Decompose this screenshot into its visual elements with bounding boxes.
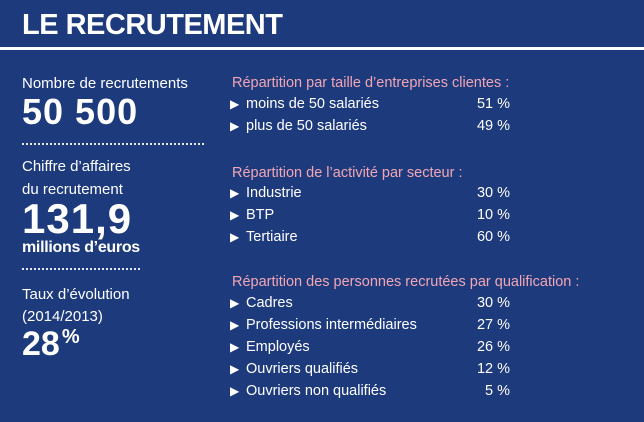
arrow-icon: ▶ bbox=[230, 296, 240, 310]
row-value: 49 % bbox=[476, 118, 510, 134]
section-heading-company-size: Répartition par taille d’entreprises clientes : bbox=[232, 75, 510, 91]
growth-label-line2: (2014/2013) bbox=[22, 308, 103, 325]
growth-percent-sign: % bbox=[61, 326, 80, 348]
growth-value bbox=[22, 327, 80, 361]
revenue-unit: millions d’euros bbox=[22, 239, 140, 256]
row-label: plus de 50 salariés bbox=[246, 118, 367, 134]
section-heading-qualification: Répartition des personnes recrutées par qualification : bbox=[232, 274, 580, 290]
row-value: 10 % bbox=[476, 207, 510, 223]
row-value: 30 % bbox=[476, 185, 510, 201]
row-value: 27 % bbox=[476, 317, 510, 333]
list-item bbox=[230, 116, 510, 136]
arrow-icon: ▶ bbox=[230, 186, 240, 200]
row-label: Employés bbox=[246, 339, 310, 355]
growth-number: 28 bbox=[22, 325, 60, 363]
list-item bbox=[230, 94, 510, 114]
section-heading-sector: Répartition de l’activité par secteur : bbox=[232, 165, 463, 181]
row-label: Industrie bbox=[246, 185, 302, 201]
list-item bbox=[230, 359, 510, 379]
row-value: 5 % bbox=[485, 383, 510, 399]
recruitments-label: Nombre de recrutements bbox=[22, 75, 188, 92]
row-label: Ouvriers qualifiés bbox=[246, 361, 359, 377]
row-label: Professions intermédiaires bbox=[246, 317, 417, 333]
list-item bbox=[230, 293, 510, 313]
list-item bbox=[230, 183, 510, 203]
arrow-icon: ▶ bbox=[230, 318, 240, 332]
row-label: Ouvriers non qualifiés bbox=[246, 383, 387, 399]
list-item bbox=[230, 337, 510, 357]
growth-label-line1: Taux d’évolution bbox=[22, 286, 130, 303]
row-label: Tertiaire bbox=[246, 229, 298, 245]
row-value: 51 % bbox=[476, 96, 510, 112]
row-value: 12 % bbox=[476, 361, 510, 377]
arrow-icon: ▶ bbox=[230, 97, 240, 111]
revenue-value: 131,9 bbox=[22, 195, 133, 242]
arrow-icon: ▶ bbox=[230, 230, 240, 244]
revenue-label-line2: du recrutement bbox=[22, 181, 123, 198]
arrow-icon: ▶ bbox=[230, 208, 240, 222]
list-item bbox=[230, 227, 510, 247]
list-item bbox=[230, 315, 510, 335]
row-label: Cadres bbox=[246, 295, 293, 311]
arrow-icon: ▶ bbox=[230, 384, 240, 398]
page-title: LE RECRUTEMENT bbox=[22, 9, 283, 41]
row-value: 60 % bbox=[476, 229, 510, 245]
row-value: 30 % bbox=[476, 295, 510, 311]
dotted-divider bbox=[22, 268, 140, 270]
recruitments-value: 50 500 bbox=[22, 91, 139, 132]
row-label: BTP bbox=[246, 207, 275, 223]
dotted-divider bbox=[22, 143, 204, 145]
list-item bbox=[230, 205, 510, 225]
list-item bbox=[230, 381, 510, 401]
title-divider bbox=[0, 47, 644, 50]
arrow-icon: ▶ bbox=[230, 362, 240, 376]
arrow-icon: ▶ bbox=[230, 119, 240, 133]
row-label: moins de 50 salariés bbox=[246, 96, 379, 112]
revenue-label-line1: Chiffre d’affaires bbox=[22, 158, 131, 175]
arrow-icon: ▶ bbox=[230, 340, 240, 354]
row-value: 26 % bbox=[476, 339, 510, 355]
